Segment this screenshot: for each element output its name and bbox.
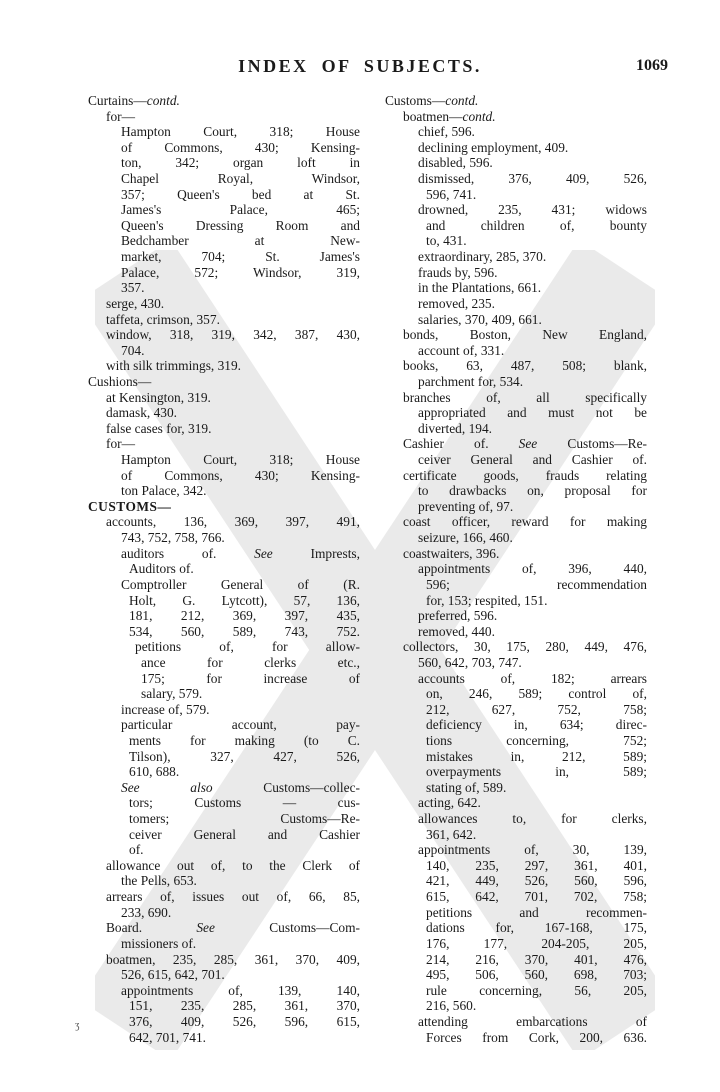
- index-line: 642, 701, 741.: [129, 1029, 206, 1045]
- index-line: dations for, 167-168, 175,: [426, 920, 647, 936]
- index-line: increase of, 579.: [121, 701, 210, 717]
- index-line: diverted, 194.: [418, 420, 493, 436]
- index-line: 704.: [121, 342, 145, 358]
- index-line: Queen's Dressing Room and: [121, 217, 360, 233]
- index-line: 376, 409, 526, 596, 615,: [129, 1013, 360, 1029]
- index-line: ceiver General and Cashier of.: [418, 452, 647, 468]
- index-line: 140, 235, 297, 361, 401,: [426, 857, 647, 873]
- index-line: Holt, G. Lytcott), 57, 136,: [129, 592, 360, 608]
- index-line: with silk trimmings, 319.: [106, 358, 242, 374]
- index-line: dismissed, 376, 409, 526,: [418, 171, 647, 187]
- index-line: mistakes in, 212, 589;: [426, 748, 647, 764]
- index-line: damask, 430.: [106, 405, 178, 421]
- index-line: Customs—contd.: [385, 93, 479, 108]
- index-line: rule concerning, 56, 205,: [426, 982, 647, 998]
- index-line: on, 246, 589; control of,: [426, 686, 647, 702]
- index-line: removed, 235.: [418, 295, 495, 311]
- index-line: 176, 177, 204-205, 205,: [426, 935, 647, 951]
- index-line: at Kensington, 319.: [106, 389, 211, 405]
- index-line: appointments of, 30, 139,: [418, 842, 647, 858]
- index-line: coast officer, reward for making: [403, 514, 647, 530]
- index-line: in the Plantations, 661.: [418, 280, 542, 296]
- index-line: 596, 741.: [426, 186, 477, 202]
- index-line: salaries, 370, 409, 661.: [418, 311, 542, 327]
- index-line: 526, 615, 642, 701.: [121, 967, 225, 983]
- index-line: tors; Customs — cus-: [129, 795, 360, 811]
- index-line: Auditors of.: [129, 561, 194, 577]
- index-line: stating of, 589.: [426, 779, 507, 795]
- index-line: petitions and recommen-: [426, 904, 647, 920]
- index-line: Comptroller General of (R.: [121, 576, 360, 592]
- index-line: 181, 212, 369, 397, 435,: [129, 608, 360, 624]
- index-line: 615, 642, 701, 702, 758;: [426, 889, 647, 905]
- index-line: preferred, 596.: [418, 608, 498, 624]
- index-line: tions concerning, 752;: [426, 732, 647, 748]
- index-line: drowned, 235, 431; widows: [418, 202, 647, 218]
- index-line: 233, 690.: [121, 904, 172, 920]
- index-line: removed, 440.: [418, 623, 495, 639]
- index-line: ton Palace, 342.: [121, 483, 207, 499]
- index-line: 361, 642.: [426, 826, 477, 842]
- index-line: Hampton Court, 318; House: [121, 452, 360, 468]
- index-line: to, 431.: [426, 233, 467, 249]
- index-line: certificate goods, frauds relating: [403, 467, 647, 483]
- footer-mark: ʒ: [75, 1020, 80, 1031]
- index-line: Bedchamber at New-: [121, 233, 360, 249]
- index-line: 216, 560.: [426, 998, 477, 1014]
- index-line: tomers; Customs—Re-: [129, 811, 360, 827]
- index-line: allowances to, for clerks,: [418, 811, 647, 827]
- index-line: false cases for, 319.: [106, 420, 212, 436]
- index-line: bonds, Boston, New England,: [403, 327, 647, 343]
- index-line: boatmen—contd.: [403, 108, 496, 124]
- index-line: parchment for, 534.: [418, 373, 524, 389]
- index-line: 534, 560, 589, 743, 752.: [129, 623, 360, 639]
- index-line: salary, 579.: [141, 686, 203, 702]
- index-line: to drawbacks on, proposal for: [418, 483, 647, 499]
- index-line: arrears of, issues out of, 66, 85,: [106, 889, 360, 905]
- index-line: James's Palace, 465;: [121, 202, 360, 218]
- index-line: deficiency in, 634; direc-: [426, 717, 647, 733]
- index-line: appointments of, 396, 440,: [418, 561, 647, 577]
- index-line: boatmen, 235, 285, 361, 370, 409,: [106, 951, 360, 967]
- index-line: 212, 627, 752, 758;: [426, 701, 647, 717]
- index-line: overpayments in, 589;: [426, 764, 647, 780]
- index-line: declining employment, 409.: [418, 139, 569, 155]
- index-line: for, 153; respited, 151.: [426, 592, 548, 608]
- left-column: [88, 93, 360, 1045]
- index-line: ance for clerks etc.,: [141, 654, 360, 670]
- index-line: taffeta, crimson, 357.: [106, 311, 220, 327]
- index-line: chief, 596.: [418, 124, 475, 140]
- index-line: auditors of. See Imprests,: [121, 545, 360, 561]
- index-line: 357; Queen's bed at St.: [121, 186, 360, 202]
- index-line: 610, 688.: [129, 764, 180, 780]
- index-line: 596; recommendation: [426, 576, 647, 592]
- index-line: 495, 506, 560, 698, 703;: [426, 967, 647, 983]
- index-line: 743, 752, 758, 766.: [121, 530, 225, 546]
- right-column: [385, 93, 647, 1045]
- index-line: of Commons, 430; Kensing-: [121, 467, 360, 483]
- index-line: 151, 235, 285, 361, 370,: [129, 998, 360, 1014]
- index-line: coastwaiters, 396.: [403, 545, 500, 561]
- index-line: the Pells, 653.: [121, 873, 197, 889]
- index-line: 175; for increase of: [141, 670, 360, 686]
- page-number: 1069: [636, 57, 668, 74]
- index-line: ceiver General and Cashier: [129, 826, 360, 842]
- index-line: accounts of, 182; arrears: [418, 670, 647, 686]
- index-line: Hampton Court, 318; House: [121, 124, 360, 140]
- index-line: Cushions—: [88, 373, 152, 389]
- index-line: CUSTOMS—: [88, 498, 172, 514]
- running-title: INDEX OF SUBJECTS.: [238, 56, 482, 76]
- index-line: 421, 449, 526, 560, 596,: [426, 873, 647, 889]
- index-line: 357.: [121, 280, 145, 296]
- index-line: appointments of, 139, 140,: [121, 982, 360, 998]
- index-line: acting, 642.: [418, 795, 481, 811]
- index-line: Chapel Royal, Windsor,: [121, 171, 360, 187]
- index-line: See also Customs—collec-: [121, 779, 360, 795]
- index-line: of Commons, 430; Kensing-: [121, 139, 360, 155]
- index-line: branches of, all specifically: [403, 389, 647, 405]
- index-line: ments for making (to C.: [129, 732, 360, 748]
- index-line: for—: [106, 436, 136, 452]
- index-line: Tilson), 327, 427, 526,: [129, 748, 360, 764]
- index-line: missioners of.: [121, 935, 197, 951]
- index-line: 214, 216, 370, 401, 476,: [426, 951, 647, 967]
- index-line: attending embarcations of: [418, 1013, 647, 1029]
- index-line: window, 318, 319, 342, 387, 430,: [106, 327, 360, 343]
- index-line: for—: [106, 108, 136, 124]
- index-line: disabled, 596.: [418, 155, 493, 171]
- index-line: extraordinary, 285, 370.: [418, 249, 547, 265]
- page-header: [0, 56, 720, 80]
- index-line: account of, 331.: [418, 342, 505, 358]
- index-line: seizure, 166, 460.: [418, 530, 513, 546]
- index-line: accounts, 136, 369, 397, 491,: [106, 514, 360, 530]
- index-line: market, 704; St. James's: [121, 249, 360, 265]
- index-line: Palace, 572; Windsor, 319,: [121, 264, 360, 280]
- index-line: ton, 342; organ loft in: [121, 155, 360, 171]
- index-line: Board. See Customs—Com-: [106, 920, 361, 936]
- index-line: Forces from Cork, 200, 636.: [426, 1029, 647, 1045]
- index-line: 560, 642, 703, 747.: [418, 654, 522, 670]
- index-line: collectors, 30, 175, 280, 449, 476,: [403, 639, 647, 655]
- index-line: allowance out of, to the Clerk of: [106, 857, 360, 873]
- index-line: Curtains—contd.: [88, 93, 180, 108]
- index-line: Cashier of. See Customs—Re-: [403, 436, 647, 452]
- index-line: particular account, pay-: [121, 717, 360, 733]
- index-line: appropriated and must not be: [418, 405, 647, 421]
- index-line: frauds by, 596.: [418, 264, 498, 280]
- index-line: serge, 430.: [106, 295, 165, 311]
- index-line: petitions of, for allow-: [135, 639, 360, 655]
- index-line: preventing of, 97.: [418, 498, 514, 514]
- index-line: books, 63, 487, 508; blank,: [403, 358, 647, 374]
- index-line: and children of, bounty: [426, 217, 647, 233]
- index-line: of.: [129, 842, 144, 858]
